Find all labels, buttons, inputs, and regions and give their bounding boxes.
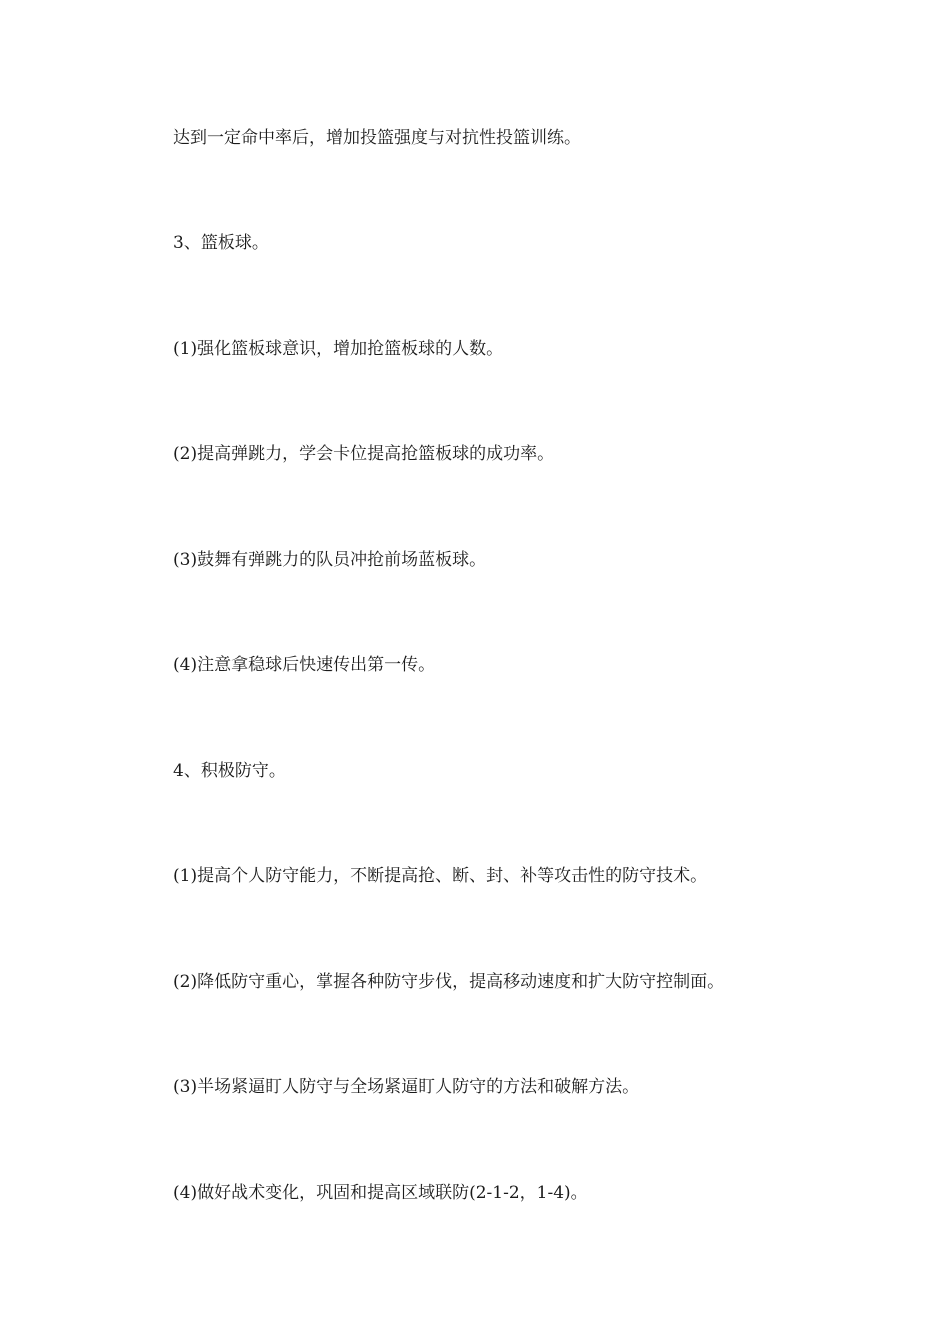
heading-rebounding: 3、篮板球。 [173,233,269,253]
list-item-jumping-boxout: (2)提高弹跳力，学会卡位提高抢篮板球的成功率。 [173,444,555,464]
list-item-press-defense: (3)半场紧逼盯人防守与全场紧逼盯人防守的方法和破解方法。 [173,1077,640,1097]
list-item-outlet-pass: (4)注意拿稳球后快速传出第一传。 [173,655,436,675]
list-item-individual-defense: (1)提高个人防守能力，不断提高抢、断、封、补等攻击性的防守技术。 [173,866,708,886]
paragraph-shooting-intensity: 达到一定命中率后，增加投篮强度与对抗性投篮训练。 [173,128,581,148]
list-item-defensive-stance: (2)降低防守重心，掌握各种防守步伐，提高移动速度和扩大防守控制面。 [173,972,725,992]
list-item-offensive-rebound: (3)鼓舞有弹跳力的队员冲抢前场蓝板球。 [173,550,487,570]
list-item-rebound-awareness: (1)强化篮板球意识，增加抢篮板球的人数。 [173,339,504,359]
heading-active-defense: 4、积极防守。 [173,761,286,781]
list-item-zone-defense: (4)做好战术变化，巩固和提高区域联防(2-1-2，1-4)。 [173,1183,588,1203]
